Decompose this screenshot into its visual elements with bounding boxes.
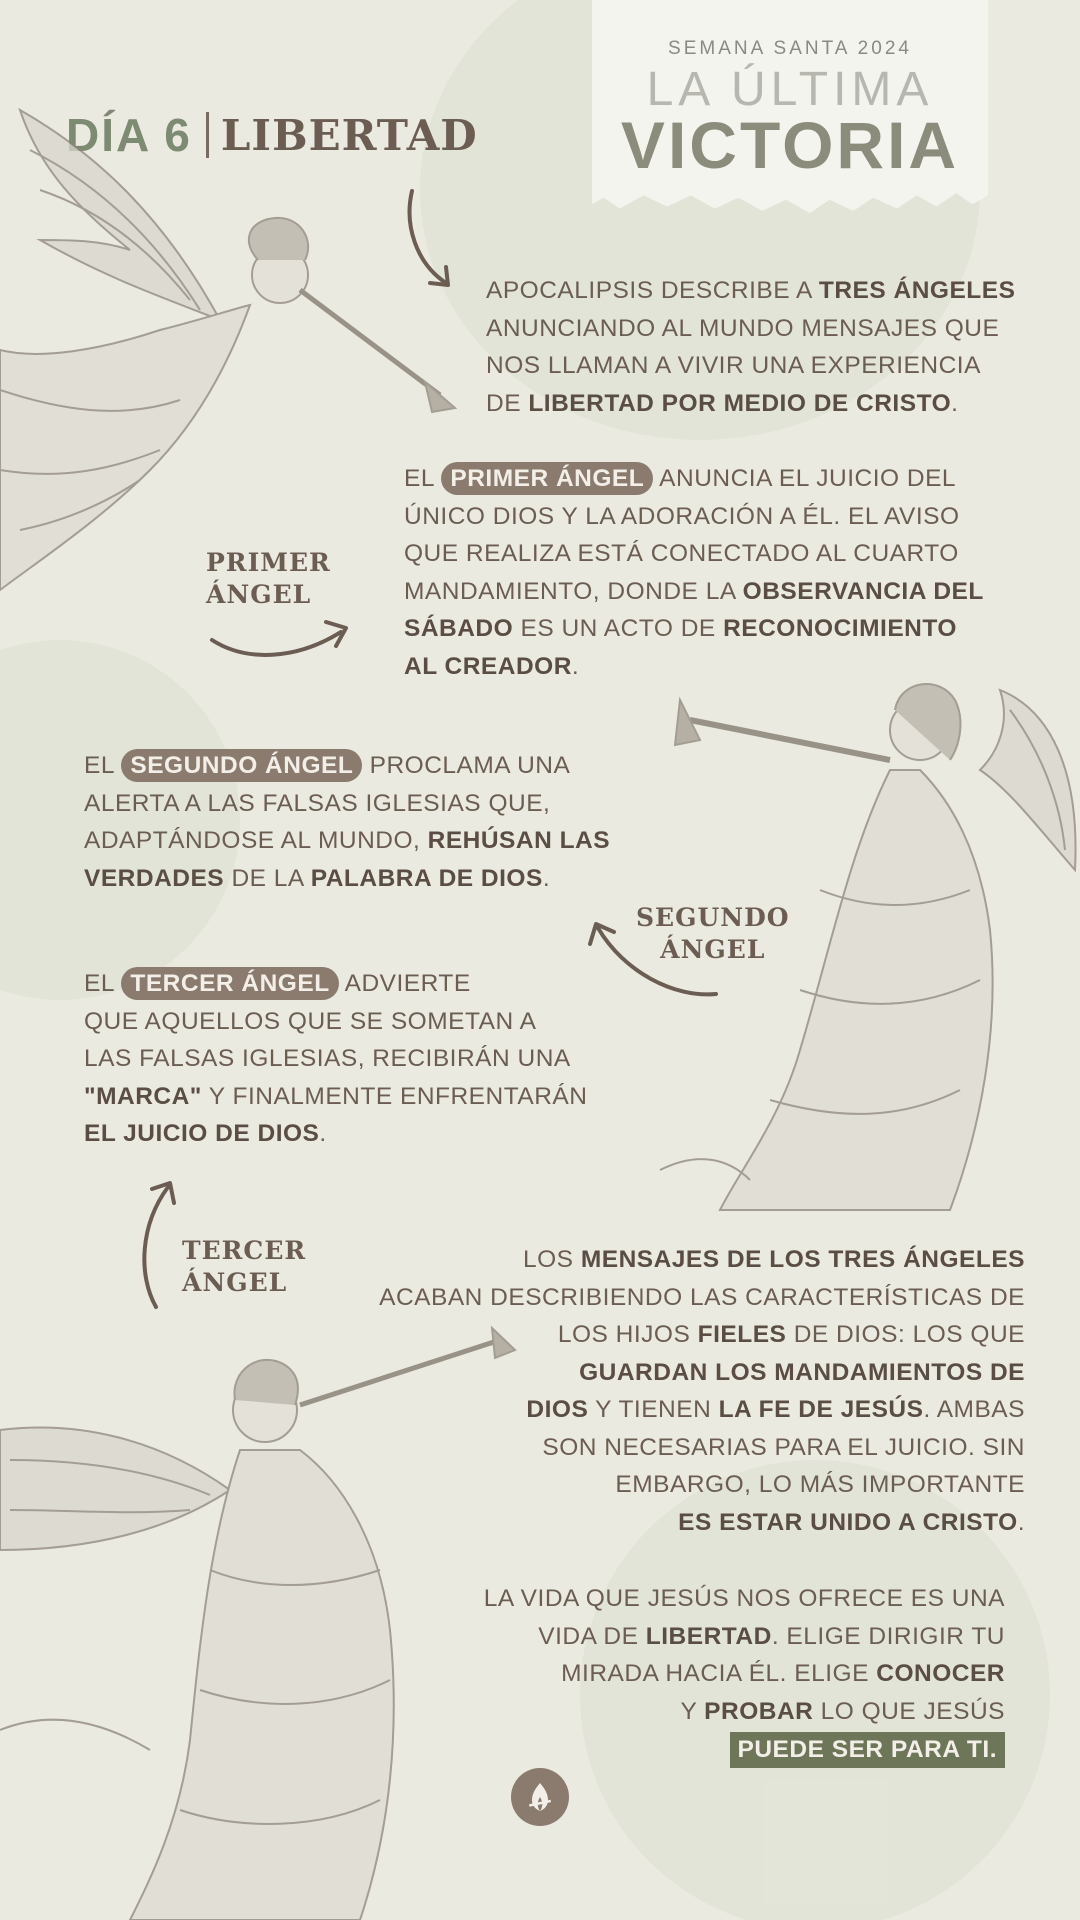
header-subtitle: SEMANA SANTA 2024: [668, 38, 912, 59]
second-angel-pill: SEGUNDO ÁNGEL: [121, 749, 362, 782]
first-angel-label: [206, 547, 331, 611]
label-line: ÁNGEL: [660, 935, 766, 964]
curved-arrow-icon: [584, 912, 724, 1002]
text: LOS: [522, 1246, 581, 1273]
third-angel-label: [182, 1235, 306, 1299]
text: LAS FALSAS IGLESIAS, RECIBIRÁN UNA: [84, 1045, 571, 1072]
third-angel-paragraph: [84, 965, 587, 1153]
text: SON NECESARIAS PARA EL JUICIO. SIN: [542, 1433, 1025, 1461]
text: MIRADA HACIA ÉL. ELIGE: [561, 1660, 877, 1687]
text: . ELIGE DIRIGIR TU: [771, 1622, 1005, 1650]
text-bold: DIOS: [526, 1396, 589, 1423]
text-bold: EL JUICIO DE DIOS: [84, 1120, 320, 1147]
first-angel-pill: PRIMER ÁNGEL: [441, 462, 653, 495]
text: . AMBAS: [923, 1396, 1025, 1423]
text: .: [571, 652, 580, 680]
text-bold: GUARDAN LOS MANDAMIENTOS DE: [579, 1358, 1025, 1386]
third-angel-pill: TERCER ÁNGEL: [121, 967, 338, 1000]
text: EL: [84, 970, 122, 997]
text-bold: RECONOCIMIENTO: [723, 615, 957, 642]
text: DE: [486, 389, 529, 417]
text-bold: LIBERTAD: [645, 1622, 772, 1650]
text-bold: ES ESTAR UNIDO A CRISTO: [678, 1508, 1018, 1536]
day-number: DÍA 6: [66, 109, 192, 161]
day-title: LIBERTAD: [220, 110, 478, 160]
text-bold: "MARCA": [84, 1082, 202, 1110]
text: DE DIOS: LOS QUE: [786, 1321, 1025, 1348]
label-line: PRIMER: [206, 548, 331, 577]
label-line: TERCER: [182, 1236, 307, 1265]
curved-arrow-icon: [206, 610, 356, 670]
text: MANDAMIENTO, DONDE LA: [404, 577, 743, 605]
text: LOS HIJOS: [557, 1321, 698, 1348]
text: VIDA DE: [538, 1622, 646, 1650]
text-bold: OBSERVANCIA DEL: [742, 577, 984, 605]
text-bold: PALABRA DE DIOS: [310, 864, 543, 892]
text-bold: MENSAJES DE LOS TRES ÁNGELES: [580, 1246, 1025, 1273]
text: ADVIERTE: [338, 970, 471, 997]
church-logo-icon: [511, 1768, 569, 1826]
text-bold: CONOCER: [876, 1660, 1005, 1687]
label-line: ÁNGEL: [206, 580, 312, 609]
intro-paragraph: [486, 272, 1015, 422]
text: APOCALIPSIS DESCRIBE A: [486, 277, 819, 304]
text: .: [319, 1120, 327, 1147]
text: EL: [404, 465, 442, 492]
text: Y: [680, 1697, 705, 1725]
closing-paragraph: [484, 1580, 1005, 1769]
closing-highlight: PUEDE SER PARA TI.: [730, 1732, 1005, 1768]
text-bold: AL CREADOR: [404, 652, 572, 680]
text: DE LA: [224, 864, 311, 892]
text: ACABAN DESCRIBIENDO LAS CARACTERÍSTICAS DE: [379, 1283, 1025, 1311]
text: ES UN ACTO DE: [513, 615, 724, 642]
text: QUE REALIZA ESTÁ CONECTADO AL CUARTO: [404, 540, 959, 567]
text: Y FINALMENTE ENFRENTARÁN: [201, 1082, 588, 1110]
text: ADAPTÁNDOSE AL MUNDO,: [84, 827, 428, 854]
text: LO QUE JESÚS: [813, 1697, 1005, 1725]
text-bold: TRES ÁNGELES: [818, 277, 1016, 304]
header-title-line2: VICTORIA: [620, 108, 960, 182]
text-bold: VERDADES: [84, 864, 225, 892]
text-bold: LIBERTAD POR MEDIO DE CRISTO: [528, 389, 952, 417]
text: ALERTA A LAS FALSAS IGLESIAS QUE,: [84, 789, 551, 817]
text-bold: SÁBADO: [404, 615, 514, 642]
text: EL: [84, 752, 122, 779]
text-bold: PROBAR: [704, 1697, 814, 1725]
text: QUE AQUELLOS QUE SE SOMETAN A: [84, 1007, 537, 1035]
angel-trumpet-illustration: [0, 90, 460, 610]
text: .: [542, 864, 551, 892]
church-logo-icon: [523, 1780, 557, 1814]
text: .: [1017, 1508, 1025, 1536]
text: Y TIENEN: [588, 1396, 719, 1423]
text: NOS LLAMAN A VIVIR UNA EXPERIENCIA: [486, 352, 981, 379]
text: LA VIDA QUE JESÚS NOS OFRECE ES UNA: [483, 1585, 1005, 1612]
text: .: [951, 389, 959, 417]
messages-paragraph: [379, 1241, 1025, 1541]
text: ANUNCIANDO AL MUNDO MENSAJES QUE: [486, 314, 1000, 342]
text: EMBARGO, LO MÁS IMPORTANTE: [615, 1471, 1025, 1498]
second-angel-paragraph: [84, 747, 610, 897]
text-bold: REHÚSAN LAS: [427, 827, 611, 854]
text-bold: LA FE DE JESÚS: [718, 1396, 924, 1423]
first-angel-paragraph: [404, 460, 984, 685]
text: ANUNCIA EL JUICIO DEL: [653, 465, 957, 492]
text: PROCLAMA UNA: [362, 752, 571, 779]
label-line: SEGUNDO: [636, 903, 790, 932]
text: ÚNICO DIOS Y LA ADORACIÓN A ÉL. EL AVISO: [404, 502, 960, 530]
label-line: ÁNGEL: [182, 1268, 288, 1297]
text-bold: FIELES: [697, 1321, 787, 1348]
header-title-line1: LA ÚLTIMA: [646, 63, 934, 116]
curved-arrow-icon: [130, 1175, 190, 1315]
curved-arrow-icon: [400, 185, 460, 295]
